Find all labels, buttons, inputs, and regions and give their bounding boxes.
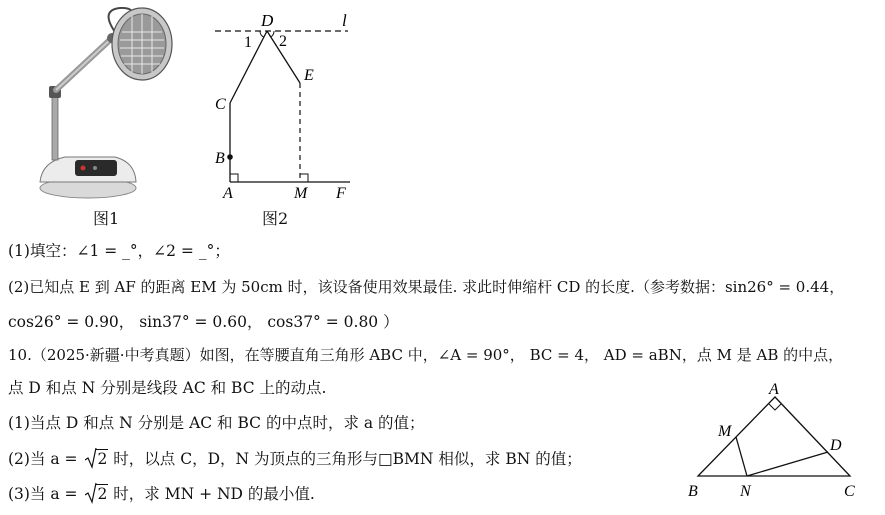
q9-part2-line1: (2)已知点 E 到 AF 的距离 EM 为 50cm 时，该设备使用效果最佳. 求此时伸缩杆 CD 的长度.（参考数据：sin26° = 0.44， <box>8 278 845 296</box>
q10-stem-line2: 点 D 和点 N 分别是线段 AC 和 BC 上的动点. <box>8 379 327 397</box>
label-C: C <box>215 96 226 113</box>
tri-label-D: D <box>830 437 842 454</box>
label-angle1: 1 <box>244 34 252 51</box>
q10-part2-sqrt-radicand: 2 <box>97 450 108 468</box>
q10-part2 <box>8 449 582 469</box>
q10-part3-sqrt <box>85 484 108 504</box>
tri-label-A: A <box>769 381 779 398</box>
tri-label-C: C <box>844 483 855 500</box>
q10-part2-suffix: 时，以点 C，D，N 为顶点的三角形与□BMN 相似，求 BN 的值； <box>113 450 582 468</box>
label-F: F <box>336 185 346 202</box>
q10-part3 <box>8 484 315 504</box>
label-E: E <box>304 67 314 84</box>
q9-part1: (1)填空：∠1 = _°，∠2 = _°； <box>8 242 230 260</box>
q10-part2-sqrt <box>85 449 108 469</box>
label-M: M <box>294 185 308 202</box>
label-angle2: 2 <box>279 33 287 50</box>
q10-part3-suffix: 时，求 MN + ND 的最小值. <box>113 485 315 503</box>
tri-label-N: N <box>740 483 751 500</box>
label-D: D <box>261 11 274 30</box>
label-B: B <box>215 150 225 167</box>
label-l: l <box>342 11 347 30</box>
q10-part3-sqrt-radicand: 2 <box>97 485 108 503</box>
tri-label-M: M <box>718 423 732 440</box>
tri-label-B: B <box>688 483 698 500</box>
q10-part1: (1)当点 D 和点 N 分别是 AC 和 BC 的中点时，求 a 的值； <box>8 414 425 432</box>
lamp-photo <box>20 2 180 207</box>
sqrt-sign <box>85 482 97 504</box>
figure1-caption: 图1 <box>93 209 120 228</box>
q9-part2-line2: cos26° = 0.90， sin37° = 0.60， cos37° = 0.80 ） <box>8 313 399 331</box>
sqrt-sign <box>85 447 97 469</box>
figure2-caption: 图2 <box>262 209 289 228</box>
label-A: A <box>223 185 233 202</box>
q10-part3-prefix: (3)当 a = <box>8 485 78 503</box>
figure2-diagram <box>205 8 365 208</box>
q10-stem-line1: 10.（2025·新疆·中考真题）如图，在等腰直角三角形 ABC 中，∠A = 90°， BC = 4， AD = aBN，点 M 是 AB 的中点， <box>8 346 844 364</box>
q10-part2-prefix: (2)当 a = <box>8 450 78 468</box>
triangle-figure <box>680 380 880 512</box>
